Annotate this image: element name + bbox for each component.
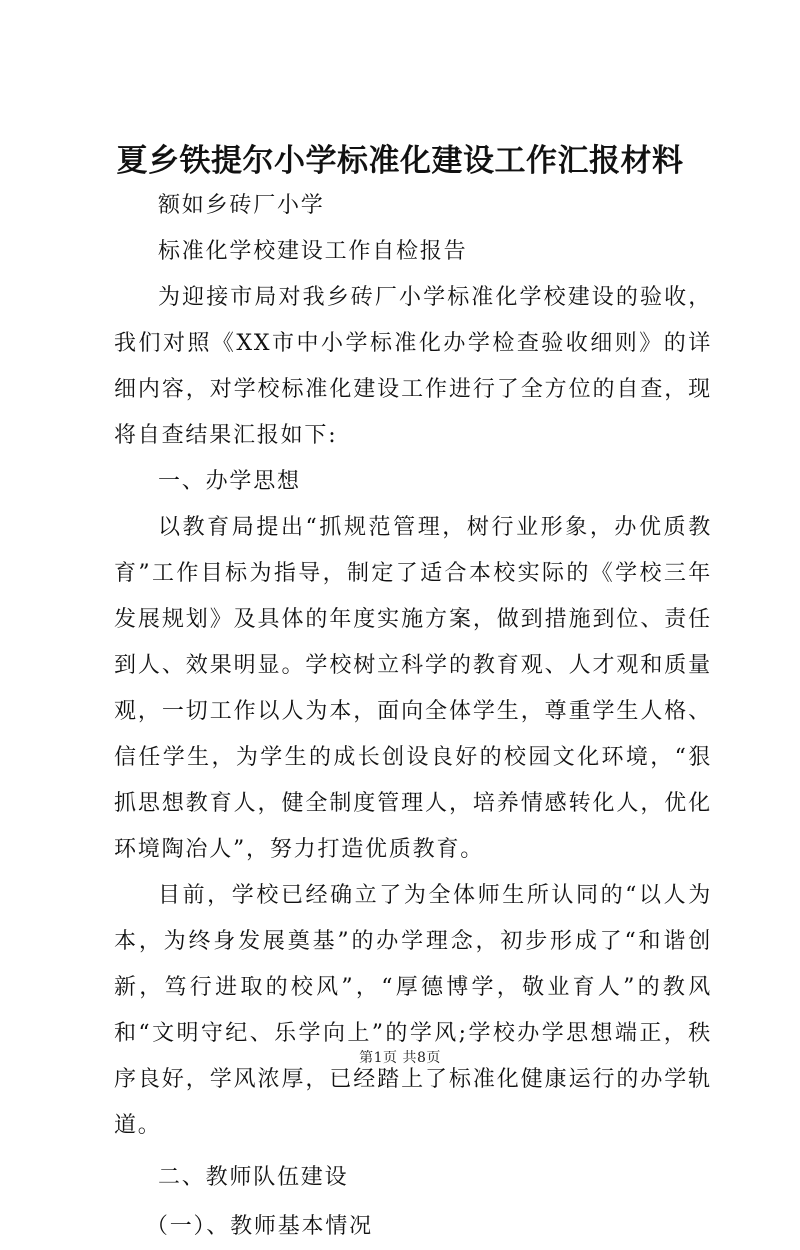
school-philosophy-paragraph: 以教育局提出“抓规范管理，树行业形象，办优质教育”工作目标为指导，制定了适合本校实际的《学校三年发展规划》及具体的年度实施方案，做到措施到位、责任到人、效果明显。学校树立科学的教育观、人才观和质量观，一切工作以人为本，面向全体学生，尊重学生人格、信任学生，为学生的成长创设良好的校园文化环境，“狠抓思想教育人，健全制度管理人，培养情感转化人，优化环境陶冶人”，努力打造优质教育。 xyxy=(114,515,712,862)
report-subtitle: 标准化学校建设工作自检报告 xyxy=(158,239,468,264)
school-name-line: 额如乡砖厂小学 xyxy=(158,193,325,218)
document-body xyxy=(114,183,712,1250)
subsection-heading-teacher-basics: （一）、教师基本情况 xyxy=(145,1214,373,1239)
page-number-footer: 第1页 共8页 xyxy=(359,1050,441,1066)
document-title: 夏乡铁提尔小学标准化建设工作汇报材料 xyxy=(116,143,684,179)
section-heading-school-philosophy: 一、办学思想 xyxy=(158,469,301,494)
intro-paragraph: 为迎接市局对我乡砖厂小学标准化学校建设的验收，我们对照《XX市中小学标准化办学检查验收细则》的详细内容，对学校标准化建设工作进行了全方位的自查，现将自查结果汇报如下: xyxy=(114,285,712,448)
current-status-paragraph: 目前，学校已经确立了为全体师生所认同的“以人为本，为终身发展奠基”的办学理念，初步形成了“和谐创新，笃行进取的校风”，“厚德博学，敬业育人”的教风和“文明守纪、乐学向上”的学风;学校办学思想端正，秩序良好，学风浓厚，已经踏上了标准化健康运行的办学轨道。 xyxy=(114,883,712,1138)
section-heading-teacher-team: 二、教师队伍建设 xyxy=(158,1165,349,1190)
